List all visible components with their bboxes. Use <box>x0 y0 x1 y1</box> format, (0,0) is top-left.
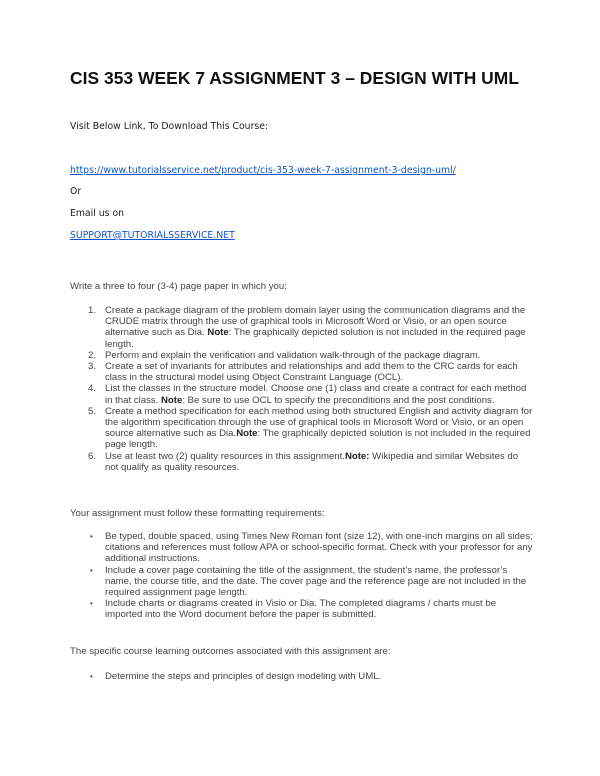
bullet-icon: • <box>90 565 93 575</box>
task-text: Create a set of invariants for attributes and relationships and add them to the CRC cards for each class in the structural model using Object Constraint Language (OCL). <box>105 361 518 384</box>
visit-text: Visit Below Link, To Download This Course: <box>70 121 269 132</box>
task-list <box>88 305 533 473</box>
note-text: : The graphically depicted solution is not included in the required page length. <box>105 428 531 451</box>
bullet-icon: • <box>90 532 93 541</box>
formatting-intro: Your assignment must follow these formatting requirements: <box>70 508 325 519</box>
email-link-line <box>70 230 235 241</box>
task-item <box>88 350 533 361</box>
requirement-text: Include a cover page containing the title of the assignment, the student’s name, the professor’s name, the course title, and the date. The cover page and the reference page are not included in the required assignment page length. <box>105 564 527 599</box>
requirements-list <box>88 531 533 621</box>
task-item <box>88 383 533 405</box>
task-number: 2. <box>88 349 97 361</box>
task-number: 6. <box>88 450 97 462</box>
task-text: List the classes in the structure model. Choose one (1) class and create a contract for each method in that class. <box>105 383 527 406</box>
requirement-item <box>88 531 533 565</box>
task-item <box>88 451 533 473</box>
note-text: : The graphically depicted solution is not included in the required page length. <box>105 327 526 350</box>
note-label: Note <box>207 327 229 339</box>
task-item <box>88 361 533 383</box>
task-text: Perform and explain the verification and validation walk-through of the package diagram. <box>105 349 481 361</box>
task-text: Use at least two (2) quality resources in this assignment. <box>105 450 345 462</box>
task-text: Create a method specification for each method using both structured English and activity diagram for the algorithm specification through the use of graphical tools in Microsoft Word or Visio, or an open source alternative such as Dia. <box>105 405 533 440</box>
note-text: Wikipedia and similar Websites do not qualify as quality resources. <box>105 450 519 473</box>
requirement-text: Be typed, double spaced, using Times New Roman font (size 12), with one-inch margins on all sides; citations and references must follow APA or school-specific format. Check with your professor for any additional instructions. <box>105 531 533 565</box>
or-text: Or <box>70 186 82 197</box>
email-text: Email us on <box>70 208 125 219</box>
note-label: Note <box>236 428 258 440</box>
course-link[interactable]: https://www.tutorialsservice.net/product/cis-353-week-7-assignment-3-design-uml/ <box>70 165 456 176</box>
task-number: 4. <box>88 383 97 395</box>
outcome-item <box>88 671 533 682</box>
requirement-text: Include charts or diagrams created in Visio or Dia. The completed diagrams / charts must be imported into the Word document before the paper is submitted. <box>105 598 497 621</box>
requirement-item <box>88 598 533 620</box>
email-link[interactable]: SUPPORT@TUTORIALSSERVICE.NET <box>70 230 235 241</box>
outcomes-intro: The specific course learning outcomes associated with this assignment are: <box>70 646 391 657</box>
course-link-line <box>70 165 456 176</box>
requirement-item <box>88 565 533 599</box>
task-item <box>88 406 533 451</box>
intro-text: Write a three to four (3-4) page paper in which you: <box>70 281 287 292</box>
outcome-text: Determine the steps and principles of design modeling with UML. <box>105 671 382 682</box>
task-number: 3. <box>88 361 97 373</box>
bullet-icon: • <box>90 672 93 681</box>
outcomes-list <box>88 671 533 682</box>
task-item <box>88 305 533 350</box>
task-text: Create a package diagram of the problem domain layer using the communication diagrams and the CRUDE matrix through the use of graphical tools in Microsoft Word or Visio, or an open source alternative such as Dia. <box>105 305 526 339</box>
page-title: CIS 353 WEEK 7 ASSIGNMENT 3 – DESIGN WITH UML <box>70 68 519 88</box>
task-number: 1. <box>88 305 97 316</box>
note-text: : Be sure to use OCL to specify the preconditions and the post conditions. <box>182 394 495 406</box>
note-label: Note: <box>344 450 370 462</box>
task-number: 5. <box>88 405 97 417</box>
bullet-icon: • <box>90 599 93 609</box>
note-label: Note <box>161 394 183 406</box>
